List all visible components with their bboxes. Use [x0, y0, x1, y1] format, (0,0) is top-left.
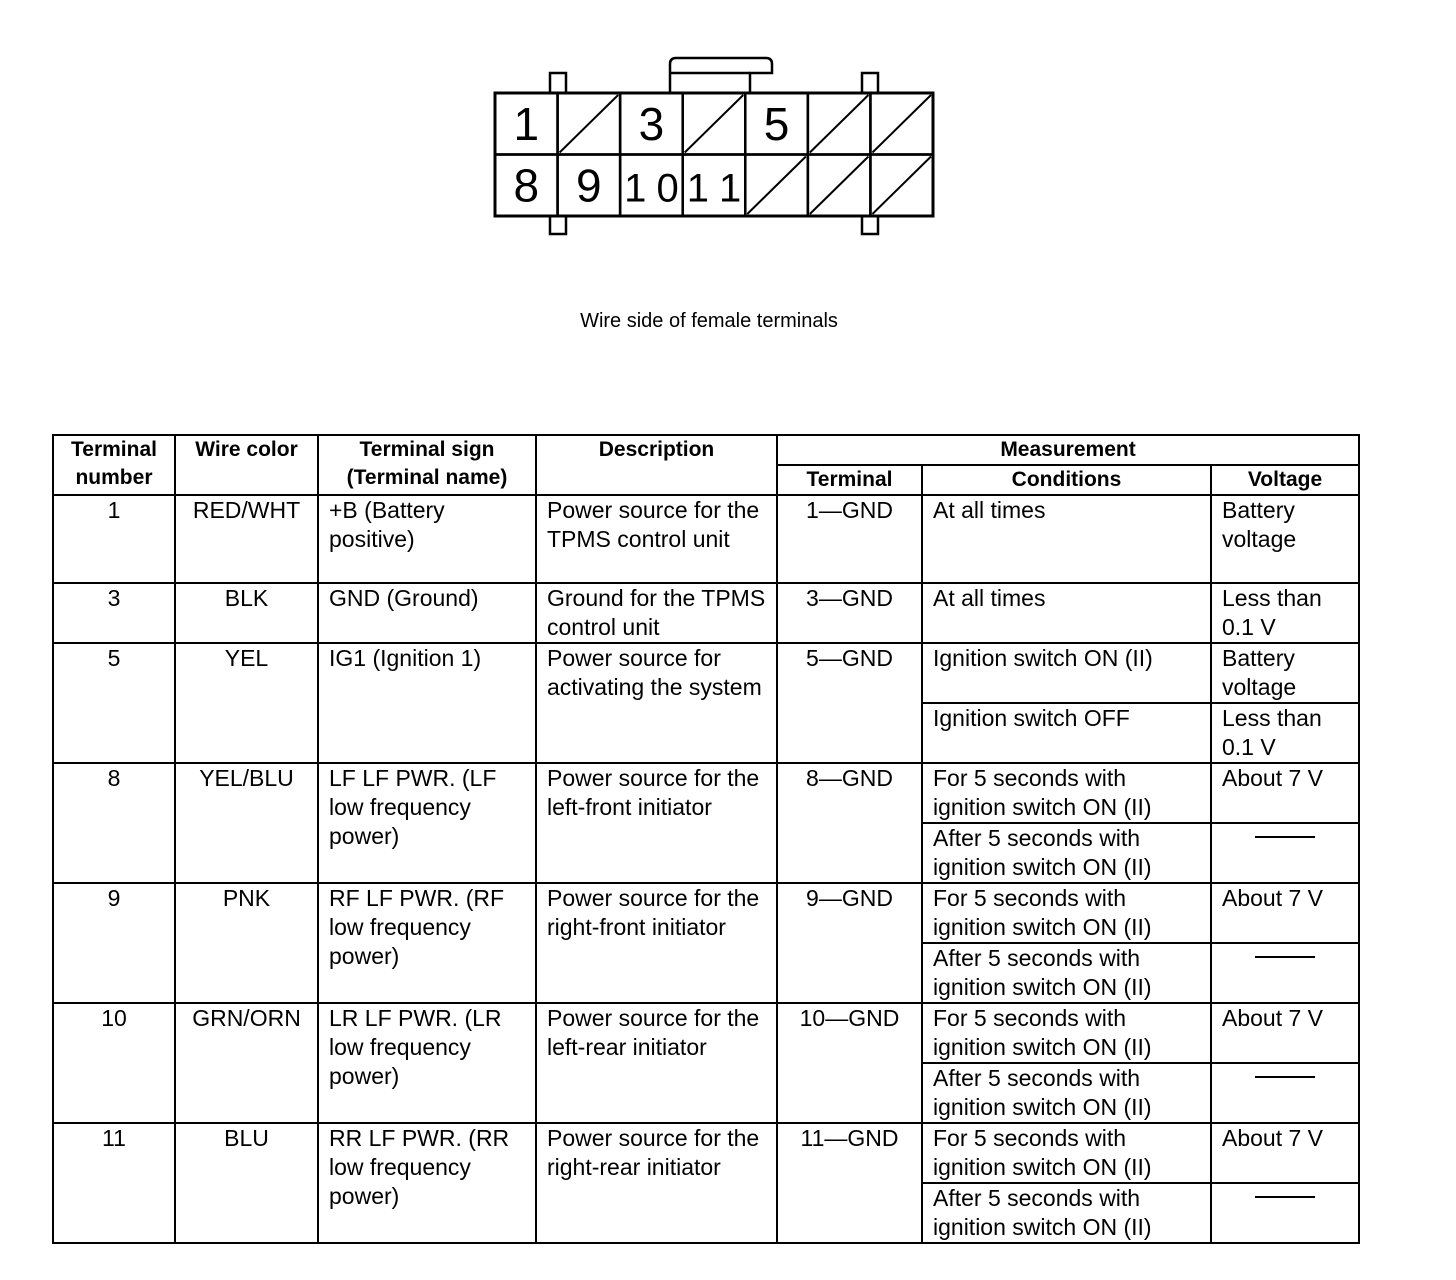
header-terminal-number: Terminal number — [53, 435, 175, 495]
header-terminal-sign: Terminal sign (Terminal name) — [318, 435, 536, 495]
cell-description: Power source for activating the system — [536, 643, 777, 763]
header-measurement: Measurement — [777, 435, 1359, 465]
table-row — [53, 643, 1359, 703]
not-applicable-dash — [1255, 956, 1315, 958]
header-description: Description — [536, 435, 777, 495]
cell-voltage: Battery voltage — [1211, 495, 1359, 583]
cell-description: Ground for the TPMS control unit — [536, 583, 777, 643]
cell-description: Power source for the left-front initiator — [536, 763, 777, 883]
cell-measure-terminal: 3—GND — [777, 583, 922, 643]
header-measurement-terminal: Terminal — [777, 465, 922, 495]
table-row — [53, 1003, 1359, 1063]
connector-lock-tab — [670, 58, 772, 93]
table-row — [53, 883, 1359, 943]
cell-wire-color: YEL/BLU — [175, 763, 318, 883]
cell-terminal-sign: RR LF PWR. (RR low frequency power) — [318, 1123, 536, 1243]
cell-terminal-number: 9 — [53, 883, 175, 1003]
cell-terminal-number: 10 — [53, 1003, 175, 1123]
cell-terminal-number: 11 — [53, 1123, 175, 1243]
table-row — [53, 1123, 1359, 1183]
cell-measure-terminal: 1—GND — [777, 495, 922, 583]
cell-condition: For 5 seconds with ignition switch ON (II) — [922, 1123, 1211, 1183]
cell-terminal-number: 8 — [53, 763, 175, 883]
connector-pin-label: 10 — [624, 166, 679, 211]
connector-peg — [550, 73, 566, 93]
cell-condition: After 5 seconds with ignition switch ON (II) — [922, 943, 1211, 1003]
cell-voltage: Less than 0.1 V — [1211, 583, 1359, 643]
cell-wire-color: YEL — [175, 643, 318, 763]
not-applicable-dash — [1255, 1076, 1315, 1078]
cell-condition: At all times — [922, 495, 1211, 583]
connector-peg — [862, 73, 878, 93]
cell-condition: For 5 seconds with ignition switch ON (II) — [922, 763, 1211, 823]
cell-wire-color: PNK — [175, 883, 318, 1003]
header-wire-color: Wire color — [175, 435, 318, 495]
connector-pin-label: 5 — [763, 97, 790, 150]
cell-terminal-sign: GND (Ground) — [318, 583, 536, 643]
table-row — [53, 763, 1359, 823]
cell-condition: At all times — [922, 583, 1211, 643]
cell-condition: After 5 seconds with ignition switch ON (II) — [922, 823, 1211, 883]
terminal-table — [52, 434, 1360, 1244]
cell-voltage: About 7 V — [1211, 1123, 1359, 1183]
cell-voltage: Less than 0.1 V — [1211, 703, 1359, 763]
cell-terminal-sign: LR LF PWR. (LR low frequency power) — [318, 1003, 536, 1123]
cell-condition: For 5 seconds with ignition switch ON (II) — [922, 883, 1211, 943]
header-measurement-conditions: Conditions — [922, 465, 1211, 495]
cell-wire-color: BLK — [175, 583, 318, 643]
cell-description: Power source for the right-rear initiator — [536, 1123, 777, 1243]
cell-voltage — [1211, 1183, 1359, 1243]
cell-terminal-sign: +B (Battery positive) — [318, 495, 536, 583]
cell-condition: For 5 seconds with ignition switch ON (II) — [922, 1003, 1211, 1063]
cell-condition: Ignition switch OFF — [922, 703, 1211, 763]
connector-peg — [550, 216, 566, 234]
connector-pin-label: 1 — [513, 97, 540, 150]
cell-wire-color: BLU — [175, 1123, 318, 1243]
cell-terminal-number: 1 — [53, 495, 175, 583]
cell-measure-terminal: 11—GND — [777, 1123, 922, 1243]
cell-voltage: Battery voltage — [1211, 643, 1359, 703]
connector-peg — [862, 216, 878, 234]
connector-diagram — [480, 40, 950, 240]
cell-voltage — [1211, 943, 1359, 1003]
diagram-caption: Wire side of female terminals — [580, 310, 838, 332]
cell-measure-terminal: 8—GND — [777, 763, 922, 883]
cell-terminal-number: 5 — [53, 643, 175, 763]
cell-measure-terminal: 9—GND — [777, 883, 922, 1003]
cell-wire-color: RED/WHT — [175, 495, 318, 583]
not-applicable-dash — [1255, 836, 1315, 838]
cell-description: Power source for the left-rear initiator — [536, 1003, 777, 1123]
cell-measure-terminal: 5—GND — [777, 643, 922, 763]
cell-terminal-sign: IG1 (Ignition 1) — [318, 643, 536, 763]
cell-voltage: About 7 V — [1211, 883, 1359, 943]
table-row — [53, 495, 1359, 583]
connector-pin-label: 3 — [638, 97, 665, 150]
cell-condition: After 5 seconds with ignition switch ON (II) — [922, 1183, 1211, 1243]
cell-condition: Ignition switch ON (II) — [922, 643, 1211, 703]
not-applicable-dash — [1255, 1196, 1315, 1198]
cell-terminal-sign: LF LF PWR. (LF low frequency power) — [318, 763, 536, 883]
connector-pin-label: 11 — [686, 166, 742, 211]
connector-pin-label: 8 — [513, 159, 540, 212]
cell-terminal-number: 3 — [53, 583, 175, 643]
cell-wire-color: GRN/ORN — [175, 1003, 318, 1123]
table-row — [53, 583, 1359, 643]
header-measurement-voltage: Voltage — [1211, 465, 1359, 495]
cell-terminal-sign: RF LF PWR. (RF low frequency power) — [318, 883, 536, 1003]
cell-voltage: About 7 V — [1211, 763, 1359, 823]
cell-description: Power source for the right-front initiator — [536, 883, 777, 1003]
connector-pin-label: 9 — [576, 159, 602, 212]
cell-voltage — [1211, 1063, 1359, 1123]
cell-measure-terminal: 10—GND — [777, 1003, 922, 1123]
cell-description: Power source for the TPMS control unit — [536, 495, 777, 583]
cell-condition: After 5 seconds with ignition switch ON (II) — [922, 1063, 1211, 1123]
cell-voltage — [1211, 823, 1359, 883]
cell-voltage: About 7 V — [1211, 1003, 1359, 1063]
